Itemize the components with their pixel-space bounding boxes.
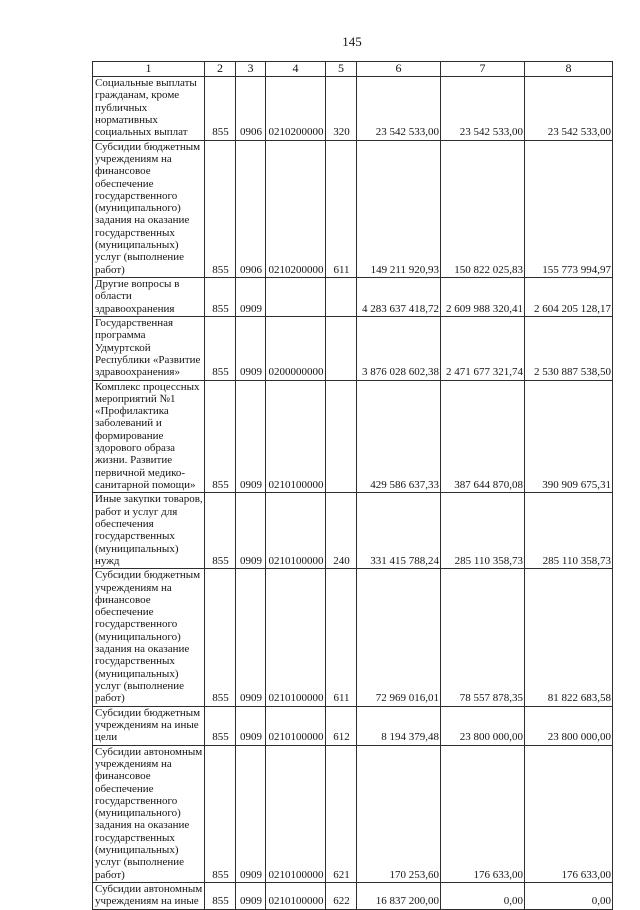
row-value-cell: 390 909 675,31 [525,380,613,493]
table-body [93,77,613,910]
page-number: 145 [342,34,362,49]
column-header-8: 8 [525,62,613,77]
column-header-2: 2 [205,62,236,77]
row-value-cell: 855 [205,77,236,141]
row-value-cell: 622 [326,883,357,910]
row-value-cell: 23 542 533,00 [357,77,441,141]
row-value-cell: 16 837 200,00 [357,883,441,910]
table-row [93,380,613,493]
row-value-cell: 855 [205,883,236,910]
row-value-cell: 855 [205,278,236,317]
row-value-cell: 855 [205,493,236,569]
row-value-cell: 285 110 358,73 [441,493,525,569]
row-value-cell: 0909 [236,278,266,317]
table-row [93,745,613,882]
column-header-5: 5 [326,62,357,77]
row-value-cell: 621 [326,745,357,882]
row-value-cell: 855 [205,569,236,706]
row-value-cell: 81 822 683,58 [525,569,613,706]
column-header-7: 7 [441,62,525,77]
row-value-cell: 0909 [236,745,266,882]
row-value-cell: 3 876 028 602,38 [357,316,441,380]
row-value-cell: 0906 [236,77,266,141]
row-value-cell: 855 [205,316,236,380]
row-value-cell: 23 800 000,00 [525,706,613,745]
row-value-cell: 611 [326,569,357,706]
row-value-cell: 331 415 788,24 [357,493,441,569]
column-header-1: 1 [93,62,205,77]
row-value-cell: 240 [326,493,357,569]
row-label-cell: Комплекс процессных мероприятий №1 «Профилактика заболеваний и формирование здорового образа жизни. Развитие первичной медико-санитарной помощи» [93,380,205,493]
column-header-3: 3 [236,62,266,77]
row-value-cell: 2 609 988 320,41 [441,278,525,317]
table-row [93,706,613,745]
row-value-cell: 155 773 994,97 [525,140,613,277]
row-value-cell: 0210100000 [266,706,326,745]
row-label-cell: Субсидии бюджетным учреждениям на финансовое обеспечение государственного (муниципального) задания на оказание государственных (муниципальных) услуг (выполнение работ) [93,569,205,706]
row-value-cell: 23 542 533,00 [525,77,613,141]
row-value-cell: 320 [326,77,357,141]
table-row [93,493,613,569]
row-value-cell: 429 586 637,33 [357,380,441,493]
row-label-cell: Субсидии автономным учреждениям на иные [93,883,205,910]
row-value-cell: 285 110 358,73 [525,493,613,569]
row-label-cell: Другие вопросы в области здравоохранения [93,278,205,317]
table-row [93,316,613,380]
row-value-cell: 23 542 533,00 [441,77,525,141]
row-value-cell: 0909 [236,569,266,706]
row-value-cell: 0200000000 [266,316,326,380]
row-value-cell [326,380,357,493]
row-value-cell: 0909 [236,493,266,569]
row-value-cell [266,278,326,317]
row-label-cell: Субсидии бюджетным учреждениям на иные цели [93,706,205,745]
row-value-cell: 611 [326,140,357,277]
table-row [93,278,613,317]
row-value-cell: 72 969 016,01 [357,569,441,706]
table-header-row [93,62,613,77]
row-value-cell: 8 194 379,48 [357,706,441,745]
row-label-cell: Государственная программа Удмуртской Республики «Развитие здравоохранения» [93,316,205,380]
row-value-cell: 2 471 677 321,74 [441,316,525,380]
table-row [93,140,613,277]
row-value-cell: 612 [326,706,357,745]
column-header-6: 6 [357,62,441,77]
row-value-cell: 2 604 205 128,17 [525,278,613,317]
row-value-cell: 0,00 [441,883,525,910]
row-value-cell: 0,00 [525,883,613,910]
row-value-cell [326,316,357,380]
row-value-cell: 78 557 878,35 [441,569,525,706]
row-value-cell: 0210100000 [266,569,326,706]
row-value-cell: 176 633,00 [441,745,525,882]
row-label-cell: Субсидии бюджетным учреждениям на финансовое обеспечение государственного (муниципального) задания на оказание государственных (муниципальных) услуг (выполнение работ) [93,140,205,277]
row-value-cell: 0909 [236,316,266,380]
row-value-cell: 0909 [236,883,266,910]
row-value-cell: 855 [205,140,236,277]
row-value-cell: 0210100000 [266,380,326,493]
row-value-cell: 855 [205,745,236,882]
row-value-cell: 0210200000 [266,77,326,141]
row-label-cell: Иные закупки товаров, работ и услуг для обеспечения государственных (муниципальных) нужд [93,493,205,569]
row-value-cell: 150 822 025,83 [441,140,525,277]
table-row [93,77,613,141]
row-value-cell: 855 [205,380,236,493]
table-row [93,883,613,910]
row-value-cell: 0906 [236,140,266,277]
row-value-cell: 2 530 887 538,50 [525,316,613,380]
row-value-cell: 23 800 000,00 [441,706,525,745]
row-value-cell: 0210100000 [266,493,326,569]
row-label-cell: Социальные выплаты гражданам, кроме публичных нормативных социальных выплат [93,77,205,141]
row-value-cell: 387 644 870,08 [441,380,525,493]
row-value-cell: 0909 [236,380,266,493]
table-row [93,569,613,706]
row-value-cell: 170 253,60 [357,745,441,882]
row-value-cell: 176 633,00 [525,745,613,882]
column-header-4: 4 [266,62,326,77]
row-value-cell: 0210100000 [266,745,326,882]
row-value-cell: 0909 [236,706,266,745]
row-value-cell: 0210100000 [266,883,326,910]
row-value-cell [326,278,357,317]
row-label-cell: Субсидии автономным учреждениям на финансовое обеспечение государственного (муниципального) задания на оказание государственных (муниципальных) услуг (выполнение работ) [93,745,205,882]
row-value-cell: 149 211 920,93 [357,140,441,277]
row-value-cell: 0210200000 [266,140,326,277]
row-value-cell: 4 283 637 418,72 [357,278,441,317]
row-value-cell: 855 [205,706,236,745]
budget-table [92,61,613,910]
